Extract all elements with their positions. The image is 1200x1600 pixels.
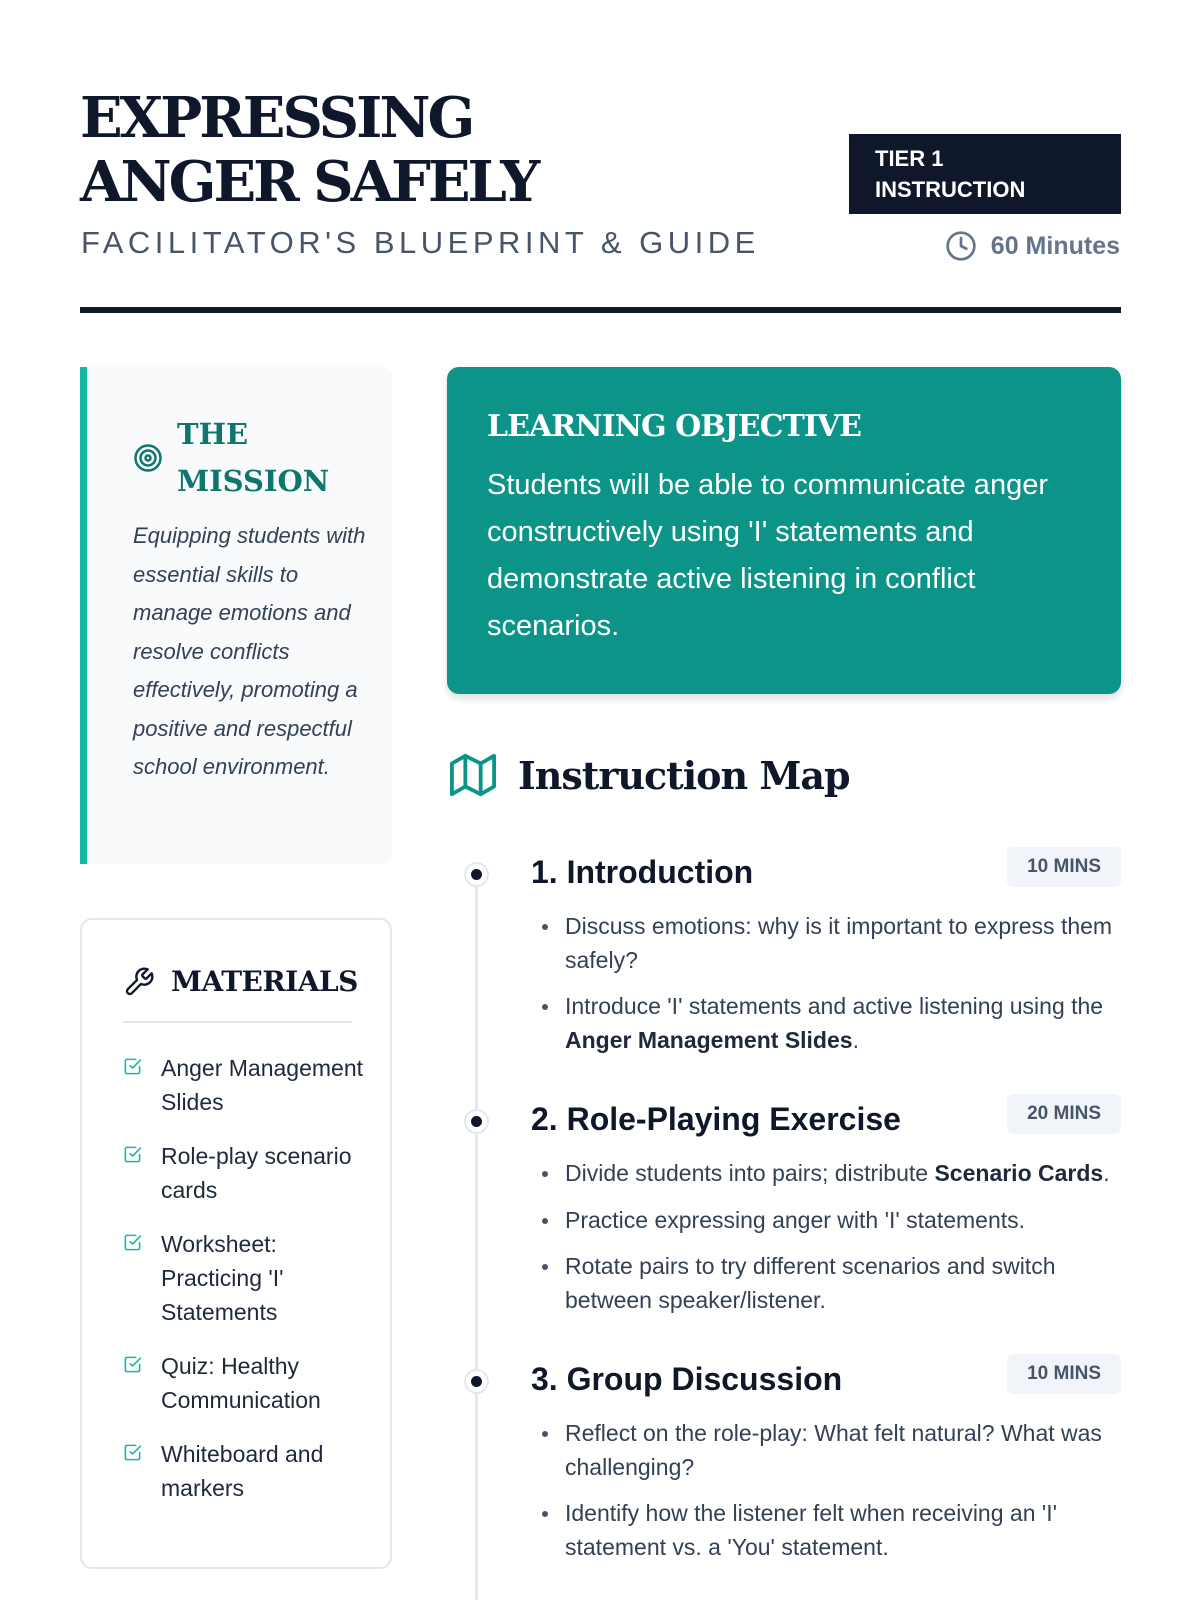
step-bullet: Introduce 'I' statements and active listening using the Anger Management Slides. [531, 990, 1121, 1057]
page-title: EXPRESSING ANGER SAFELY [80, 85, 538, 215]
material-label: Quiz: Healthy Communication [161, 1353, 321, 1413]
total-duration [945, 230, 1120, 262]
step-duration-badge: 20 MINS [1007, 1094, 1121, 1134]
timeline-dot [466, 1371, 487, 1392]
objective-title: LEARNING OBJECTIVE [487, 409, 862, 444]
timeline-dot [466, 864, 487, 885]
material-item [123, 1051, 363, 1119]
step-title: 2. Role-Playing Exercise [531, 1101, 901, 1137]
step-bullet: Identify how the listener felt when receiving an 'I' statement vs. a 'You' statement. [531, 1497, 1121, 1564]
duration-label: 60 Minutes [990, 231, 1120, 260]
mission-text: Equipping students with essential skills to manage emotions and resolve conflicts effectively, promoting a positive and respectful school environment. [133, 523, 366, 779]
learning-objective-card [447, 367, 1121, 694]
wrench-icon [123, 966, 155, 998]
objective-text: Students will be able to communicate anger constructively using 'I' statements and demonstrate active listening in conflict scenarios. [487, 469, 1048, 642]
checkbox-check-icon [123, 1443, 142, 1462]
step-bullet: Discuss emotions: why is it important to express them safely? [531, 910, 1121, 977]
material-item [123, 1139, 363, 1207]
material-item [123, 1349, 363, 1417]
material-label: Whiteboard and markers [161, 1441, 324, 1501]
mission-header [133, 411, 330, 505]
instruction-map-header [450, 752, 850, 798]
timeline-dot [466, 1111, 487, 1132]
materials-title: MATERIALS [171, 965, 358, 998]
step-bullets [531, 1157, 1121, 1330]
mission-card [80, 367, 392, 864]
page-subtitle: FACILITATOR'S BLUEPRINT & GUIDE [81, 225, 760, 260]
step-bullets [531, 1417, 1121, 1577]
step-bullet: Divide students into pairs; distribute Scenario Cards. [531, 1157, 1121, 1191]
step-duration-badge: 10 MINS [1007, 1354, 1121, 1394]
step-bullets [531, 910, 1121, 1070]
material-label: Role-play scenario cards [161, 1143, 352, 1203]
clock-icon [945, 230, 977, 262]
material-item [123, 1227, 363, 1329]
step-bullet: Rotate pairs to try different scenarios and switch between speaker/listener. [531, 1250, 1121, 1317]
target-icon [133, 443, 163, 473]
checkbox-check-icon [123, 1057, 142, 1076]
material-label: Worksheet: Practicing 'I' Statements [161, 1231, 284, 1325]
materials-list [123, 1051, 363, 1525]
checkbox-check-icon [123, 1145, 142, 1164]
step-title: 3. Group Discussion [531, 1361, 843, 1397]
map-icon [450, 752, 496, 798]
material-label: Anger Management Slides [161, 1055, 364, 1115]
timeline-line [475, 865, 478, 1600]
checkbox-check-icon [123, 1355, 142, 1374]
step-title: 1. Introduction [531, 854, 754, 890]
tier-badge: TIER 1 INSTRUCTION [849, 134, 1121, 214]
checkbox-check-icon [123, 1233, 142, 1252]
header-divider [80, 307, 1121, 313]
step-bullet: Reflect on the role-play: What felt natural? What was challenging? [531, 1417, 1121, 1484]
mission-title: THE MISSION [177, 417, 330, 498]
materials-divider [123, 1021, 352, 1023]
step-bullet: Practice expressing anger with 'I' statements. [531, 1204, 1121, 1238]
step-duration-badge: 10 MINS [1007, 847, 1121, 887]
material-item [123, 1437, 363, 1505]
materials-header [123, 965, 358, 998]
instruction-map-title: Instruction Map [518, 752, 850, 798]
materials-card [80, 918, 392, 1569]
